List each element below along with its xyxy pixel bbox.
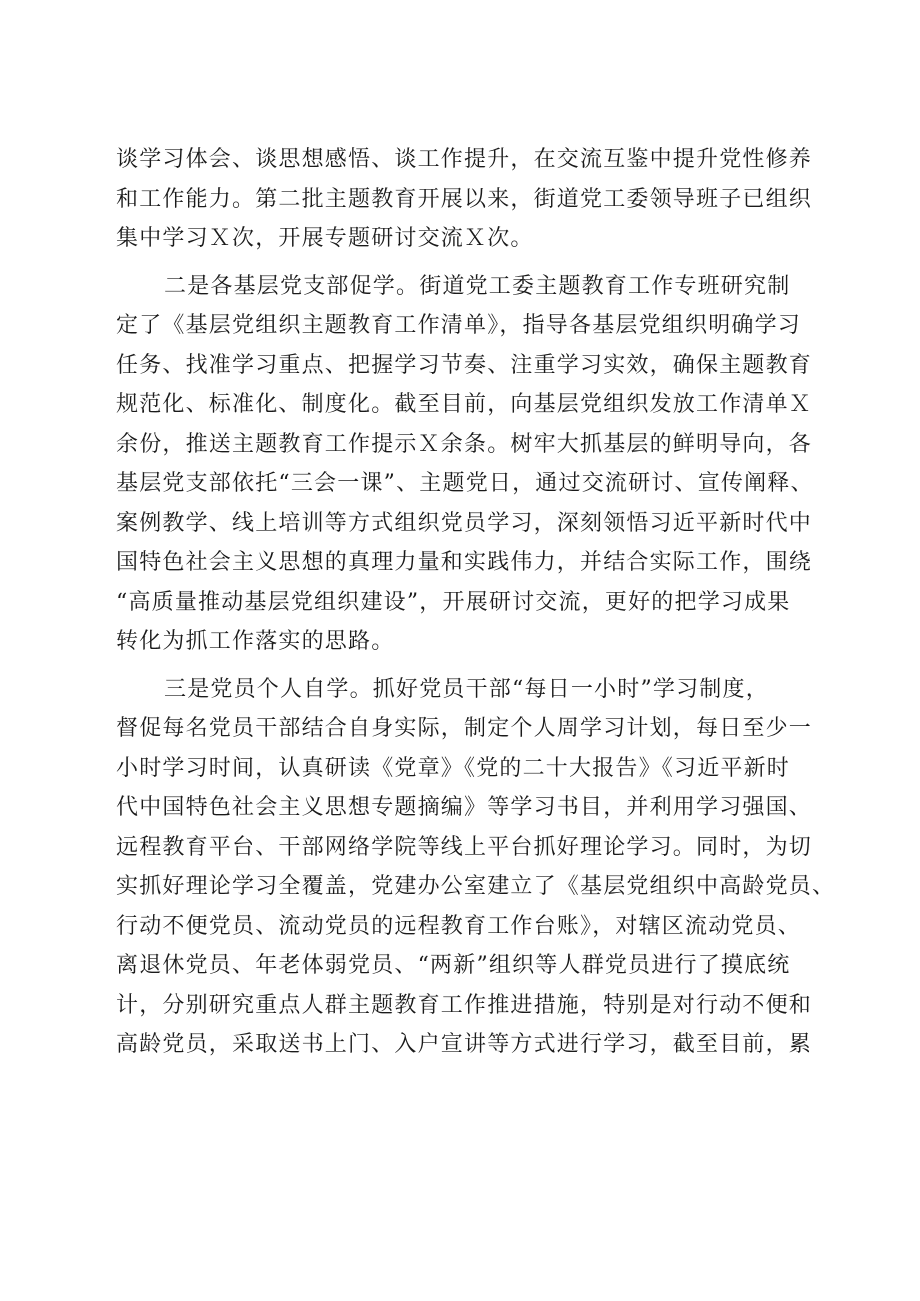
paragraph-line: 代中国特色社会主义思想专题摘编》等学习书目，并利用学习强国、	[116, 795, 813, 820]
paragraph-line: 离退休党员、年老体弱党员、“两新”组织等人群党员进行了摸底统	[116, 953, 791, 978]
paragraph-line: 谈学习体会、谈思想感悟、谈工作提升，在交流互鉴中提升党性修养	[116, 147, 813, 172]
paragraph-gap	[116, 662, 804, 670]
paragraph-line: 任务、找准学习重点、把握学习节奏、注重学习实效，确保主题教育	[116, 352, 813, 378]
paragraph-line: 案例教学、线上培训等方式组织党员学习，深刻领悟习近平新时代中	[116, 510, 813, 536]
paragraph-line: 小时学习时间，认真研读《党章》《党的二十大报告》《习近平新时	[116, 755, 791, 781]
paragraph-3	[116, 670, 836, 1065]
paragraph-line: 规范化、标准化、制度化。截至目前，向基层党组织发放工作清单Ｘ	[116, 392, 813, 417]
paragraph-line: 国特色社会主义思想的真理力量和实践伟力，并结合实际工作，围绕	[116, 550, 813, 575]
paragraph-line: 转化为抓工作落实的思路。	[116, 629, 395, 654]
paragraph-line: 余份，推送主题教育工作提示Ｘ余条。树牢大抓基层的鲜明导向，各	[116, 431, 813, 457]
paragraph-line: 行动不便党员、流动党员的远程教育工作台账》，对辖区流动党员、	[116, 913, 802, 939]
paragraph-line: 三是党员个人自学。抓好党员干部“每日一小时”学习制度，	[164, 676, 769, 702]
paragraph-line: 高龄党员，采取送书上门、入户宣讲等方式进行学习，截至目前，累	[116, 1032, 813, 1057]
paragraph-line: 集中学习Ｘ次，开展专题研讨交流Ｘ次。	[116, 226, 534, 251]
paragraph-line: 远程教育平台、干部网络学院等线上平台抓好理论学习。同时，为切	[116, 834, 813, 860]
paragraph-gap	[116, 259, 804, 267]
paragraph-1	[116, 140, 813, 259]
paragraph-line: 督促每名党员干部结合自身实际，制定个人周学习计划，每日至少一	[116, 716, 813, 741]
paragraph-line: 定了《基层党组织主题教育工作清单》，指导各基层党组织明确学习	[116, 313, 802, 338]
paragraph-2	[116, 267, 814, 662]
document-body	[116, 140, 836, 1065]
paragraph-line: 实抓好理论学习全覆盖，党建办公室建立了《基层党组织中高龄党员、	[116, 874, 836, 899]
paragraph-line: 和工作能力。第二批主题教育开展以来，街道党工委领导班子已组织	[116, 186, 813, 212]
paragraph-line: 二是各基层党支部促学。街道党工委主题教育工作专班研究制	[164, 273, 791, 299]
paragraph-line: “高质量推动基层党组织建设”，开展研讨交流，更好的把学习成果	[116, 589, 791, 615]
paragraph-line: 基层党支部依托“三会一课”、主题党日，通过交流研讨、宣传阐释、	[116, 471, 814, 496]
paragraph-line: 计，分别研究重点人群主题教育工作推进措施，特别是对行动不便和	[116, 992, 813, 1018]
